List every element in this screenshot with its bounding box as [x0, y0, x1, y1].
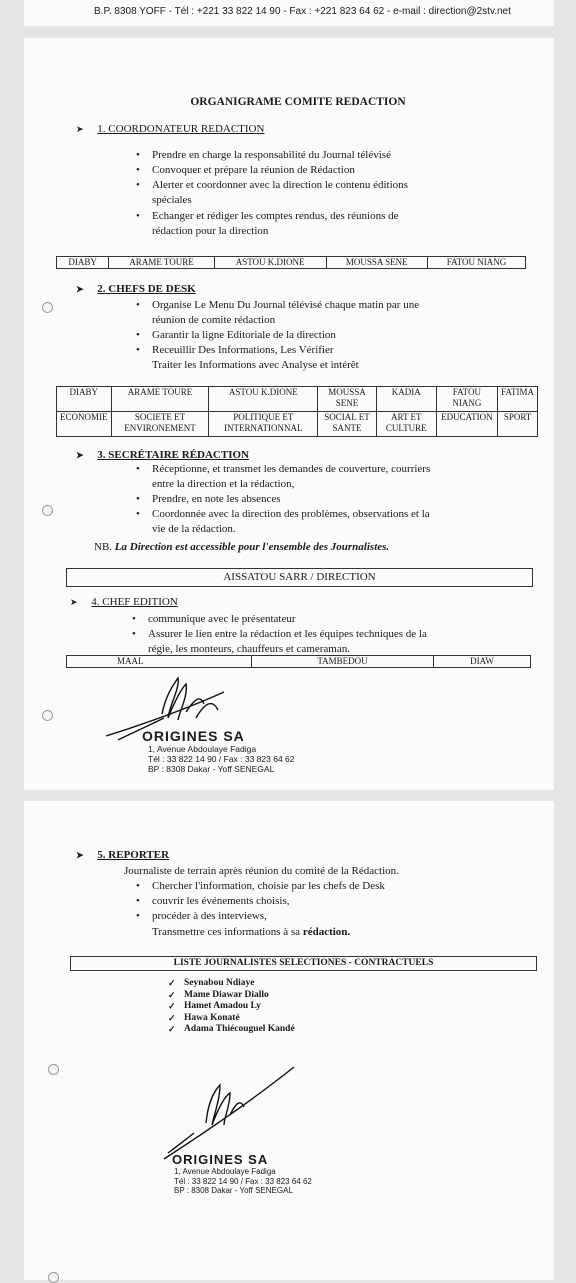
section-4-heading: ➤ 4. CHEF EDITION: [70, 596, 178, 608]
journalists-list-title: LISTE JOURNALISTES SELECTIONES - CONTRACTUELS: [70, 956, 537, 971]
punch-hole: [42, 710, 53, 721]
signature: [144, 1063, 304, 1163]
document-page-1: [24, 38, 554, 790]
table-cell: ARAME TOURE: [109, 257, 214, 269]
document-page-2: [24, 801, 554, 1280]
table-cell: DIABY: [57, 257, 109, 269]
list-item: ✓ Hawa Konaté: [166, 1013, 295, 1025]
stamp-name: ORIGINES SA: [172, 1152, 269, 1167]
list-item: • Chercher l'information, choisie par les chefs de Desk: [134, 879, 464, 894]
page-title: ORGANIGRAME COMITE REDACTION: [190, 96, 406, 108]
coordinators-table: [56, 256, 526, 269]
list-item: ✓ Mame Diawar Diallo: [166, 990, 295, 1002]
list-item-cont: entre la direction et la rédaction,: [152, 478, 295, 490]
list-item: • communique avec le présentateur: [130, 612, 480, 627]
list-item-cont: régie, les monteurs, chauffeurs et cameraman.: [148, 643, 350, 655]
list-item-cont: réunion de comite rédaction: [152, 314, 276, 326]
punch-hole: [48, 1272, 59, 1283]
table-cell: EDUCATION: [436, 412, 497, 437]
list-item: • Receuillir Des Informations, Les Vérifier: [134, 343, 474, 358]
section-5-heading: ➤ 5. REPORTER: [76, 849, 170, 861]
table-cell: MOUSSA SENE: [326, 257, 427, 269]
table-cell: ECONOMIE: [57, 412, 112, 437]
section-3-list: [134, 462, 474, 537]
table-cell: DIABY: [57, 387, 112, 412]
list-item: • Echanger et rédiger les comptes rendus, des réunions de: [134, 209, 464, 224]
desk-table: [56, 386, 538, 437]
table-cell: ARAME TOURE: [111, 387, 209, 412]
table-cell: FATIMA: [498, 387, 538, 412]
list-item-cont: vie de la rédaction.: [152, 523, 236, 535]
table-cell: MAAL: [67, 656, 252, 668]
section-2-heading: ➤ 2. CHEFS DE DESK: [76, 283, 196, 295]
list-item: • couvrir les événements choisis,: [134, 894, 464, 909]
section-4-list: [130, 612, 480, 657]
list-item: ✓ Seynabou Ndiaye: [166, 978, 295, 990]
section-5-list: [134, 879, 464, 924]
table-cell: ART ET CULTURE: [376, 412, 436, 437]
journalists-list: [166, 978, 295, 1036]
table-cell: MOUSSA SENE: [318, 387, 377, 412]
table-cell: POLITIQUE ET INTERNATIONNAL: [209, 412, 318, 437]
list-item: • Alerter et coordonner avec la direction le contenu éditions: [134, 178, 464, 193]
stamp-name: ORIGINES SA: [142, 728, 245, 744]
list-item-cont: spéciales: [152, 194, 192, 206]
section-1-heading: ➤ 1. COORDONATEUR REDACTION: [76, 123, 265, 135]
list-item: • Prendre en charge la responsabilité du Journal télévisé: [134, 148, 464, 163]
list-item: • Organise Le Menu Du Journal télévisé chaque matin par une: [134, 298, 474, 313]
table-cell: SPORT: [498, 412, 538, 437]
chef-edition-table: [66, 655, 531, 668]
list-item: • Assurer le lien entre la rédaction et les équipes techniques de la: [130, 627, 480, 642]
list-item-cont: Traiter les Informations avec Analyse et intérêt: [152, 359, 359, 371]
list-item: • Coordonnée avec la direction des problèmes, observations et la: [134, 507, 474, 522]
table-cell: SOCIETE ET ENVIRONEMENT: [111, 412, 209, 437]
table-cell: FATOU NIANG: [436, 387, 497, 412]
stamp-address: 1, Avenue Abdoulaye Fadiga Tél : 33 822 14 90 / Fax : 33 823 64 62 BP : 8308 Dakar - Yoff SENEGAL: [174, 1167, 312, 1195]
table-cell: TAMBEDOU: [252, 656, 434, 668]
letterhead-contact: B.P. 8308 YOFF - Tél : +221 33 822 14 90 - Fax : +221 823 64 62 - e-mail : direction@2stv.net: [94, 6, 511, 17]
table-cell: ASTOU K.DIONE: [209, 387, 318, 412]
punch-hole: [42, 302, 53, 313]
punch-hole: [48, 1064, 59, 1075]
list-item: • procéder à des interviews,: [134, 909, 464, 924]
punch-hole: [42, 505, 53, 516]
stamp-address: 1, Avenue Abdoulaye Fadiga Tél : 33 822 14 90 / Fax : 33 823 64 62 BP : 8308 Dakar - Yoff SENEGAL: [148, 744, 295, 774]
section-5-intro: Journaliste de terrain après réunion du comité de la Rédaction.: [124, 865, 399, 877]
table-cell: KADIA: [376, 387, 436, 412]
section-3-heading: ➤ 3. SECRÉTAIRE RÉDACTION: [76, 449, 249, 461]
list-item: • Prendre, en note les absences: [134, 492, 474, 507]
section-1-list: [134, 148, 464, 239]
section-5-outro: Transmettre ces informations à sa rédaction.: [152, 926, 351, 938]
list-item: • Convoquer et prépare la réunion de Rédaction: [134, 163, 464, 178]
page-fragment-top: [24, 0, 554, 26]
direction-box: AISSATOU SARR / DIRECTION: [66, 568, 533, 587]
table-cell: DIAW: [434, 656, 531, 668]
list-item: • Réceptionne, et transmet les demandes de couverture, courriers: [134, 462, 474, 477]
table-cell: FATOU NIANG: [428, 257, 526, 269]
list-item: • Garantir la ligne Editoriale de la direction: [134, 328, 474, 343]
table-cell: SOCIAL ET SANTE: [318, 412, 377, 437]
nb-note: NB. La Direction est accessible pour l'ensemble des Journalistes.: [94, 541, 390, 553]
section-2-list: [134, 298, 474, 373]
list-item: ✓ Hamet Amadou Ly: [166, 1001, 295, 1013]
table-cell: ASTOU K.DIONE: [214, 257, 326, 269]
list-item: ✓ Adama Thiécouguel Kandé: [166, 1024, 295, 1036]
list-item-cont: rédaction pour la direction: [152, 225, 269, 237]
